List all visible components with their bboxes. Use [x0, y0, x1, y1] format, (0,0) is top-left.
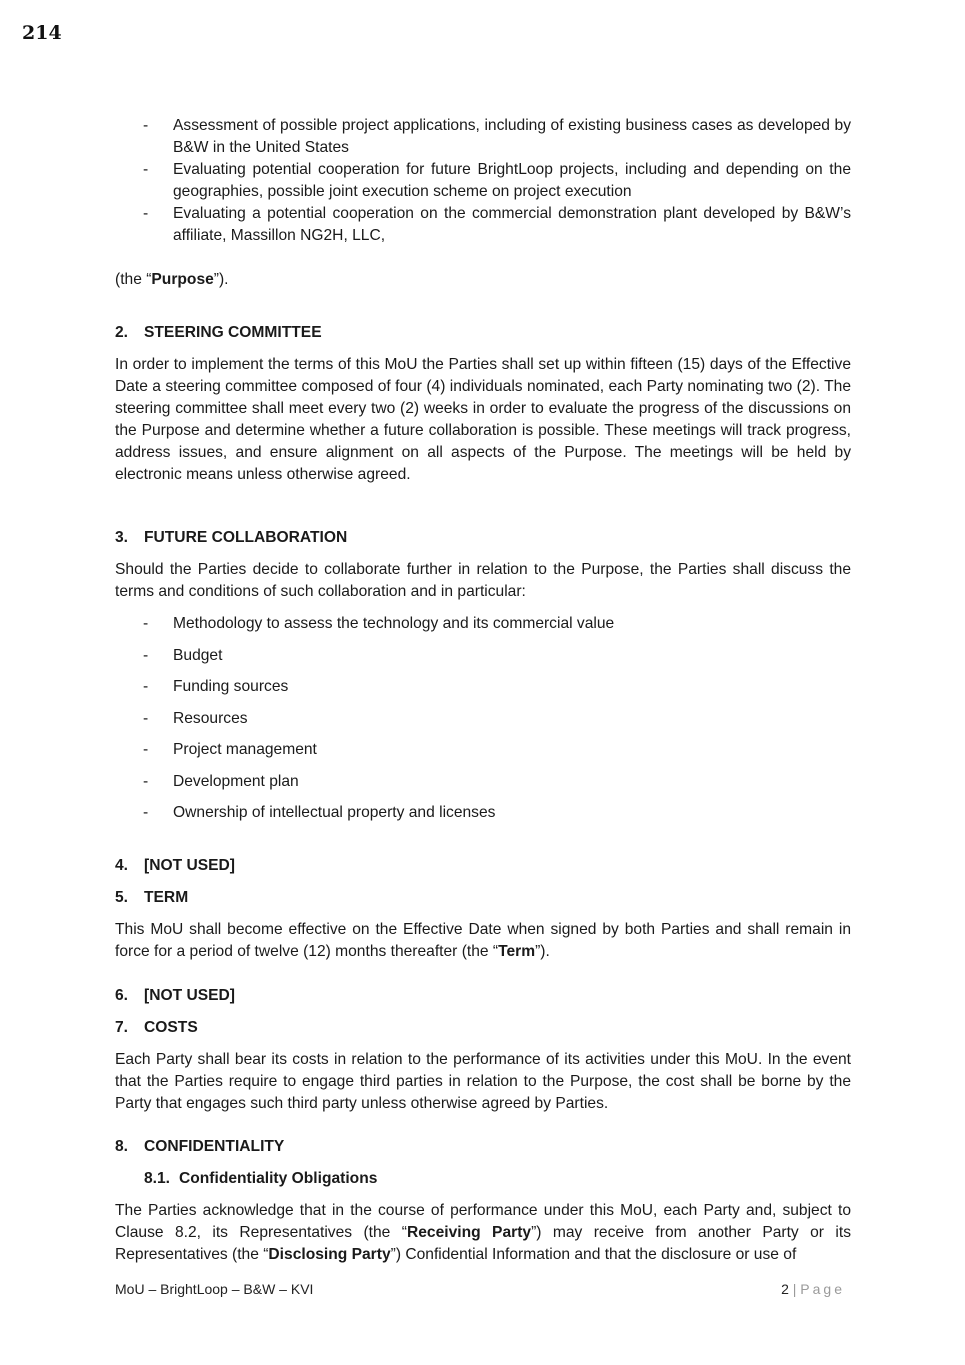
purpose-definition: (the “Purpose”).	[115, 271, 229, 288]
collaboration-terms-list	[115, 613, 851, 824]
dash-bullet: -	[143, 804, 149, 821]
dash-bullet: -	[143, 678, 149, 695]
section-heading-4: 4. [NOT USED]	[115, 857, 235, 874]
dash-bullet: -	[143, 615, 149, 632]
section-heading-7: 7. COSTS	[115, 1019, 198, 1036]
list-item: - Project management	[115, 739, 851, 761]
section-7-body: Each Party shall bear its costs in relation to the performance of its activities under this MoU. In the event that the Parties require to engage third parties in relation to the Purpose, the cost shall be borne by the Party that engages such third party unless otherwise agreed by Parties.	[115, 1051, 851, 1112]
section-5-body: This MoU shall become effective on the Effective Date when signed by both Parties and shall remain in force for a period of twelve (12) months thereafter (the “Term”).	[115, 921, 851, 960]
dash-bullet: -	[143, 161, 149, 178]
dash-bullet: -	[143, 117, 149, 134]
list-item: - Ownership of intellectual property and licenses	[115, 802, 851, 824]
intro-bullet-list	[115, 115, 851, 247]
dash-bullet: -	[143, 646, 149, 664]
list-item: - Budget	[115, 645, 851, 667]
section-8-1-body: The Parties acknowledge that in the course of performance under this MoU, each Party and, subject to Clause 8.2, its Representatives (the “Receiving Party”) may receive from another Party or its Representatives (the “Disclosing Party”) Confidential Information and that the disclosure or use of	[115, 1202, 851, 1263]
list-item: - Funding sources	[115, 676, 851, 698]
section-heading-8: 8. CONFIDENTIALITY	[115, 1138, 285, 1155]
list-item: - Evaluating potential cooperation for future BrightLoop projects, including and depending on the geographies, possible joint execution scheme on project execution	[143, 161, 851, 200]
dash-bullet: -	[143, 709, 149, 727]
subsection-heading-8-1: 8.1. Confidentiality Obligations	[144, 1170, 378, 1187]
page-footer	[115, 1281, 845, 1297]
page-stamp-number: 214	[22, 22, 62, 44]
list-item: - Methodology to assess the technology and its commercial value	[115, 613, 851, 635]
list-item: - Resources	[115, 708, 851, 730]
dash-bullet: -	[143, 772, 149, 790]
footer-page-number: 2 | Page	[781, 1281, 845, 1297]
dash-bullet: -	[143, 205, 149, 222]
section-heading-3: 3. FUTURE COLLABORATION	[115, 529, 348, 546]
footer-document-title: MoU – BrightLoop – B&W – KVI	[115, 1281, 314, 1297]
list-item: - Development plan	[115, 771, 851, 793]
section-heading-6: 6. [NOT USED]	[115, 987, 235, 1004]
section-2-body: In order to implement the terms of this MoU the Parties shall set up within fifteen (15) days of the Effective Date a steering committee composed of four (4) individuals nominated, each Party nominating two (2). The steering committee shall meet every two (2) weeks in order to evaluate the progress of the discussions on the Purpose and determine whether a future collaboration is possible. These meetings will track progress, address issues, and ensure alignment on all aspects of the Purpose. The meetings will be held by electronic means unless otherwise agreed.	[115, 356, 851, 483]
list-item: - Evaluating a potential cooperation on the commercial demonstration plant developed by B&W’s affiliate, Massillon NG2H, LLC,	[143, 205, 851, 244]
document-body	[115, 115, 851, 1266]
section-3-body: Should the Parties decide to collaborate further in relation to the Purpose, the Parties shall discuss the terms and conditions of such collaboration and in particular:	[115, 561, 851, 600]
section-heading-2: 2. STEERING COMMITTEE	[115, 324, 322, 341]
list-item: - Assessment of possible project applications, including of existing business cases as developed by B&W in the United States	[143, 117, 851, 156]
dash-bullet: -	[143, 741, 149, 758]
section-heading-5: 5. TERM	[115, 889, 189, 906]
